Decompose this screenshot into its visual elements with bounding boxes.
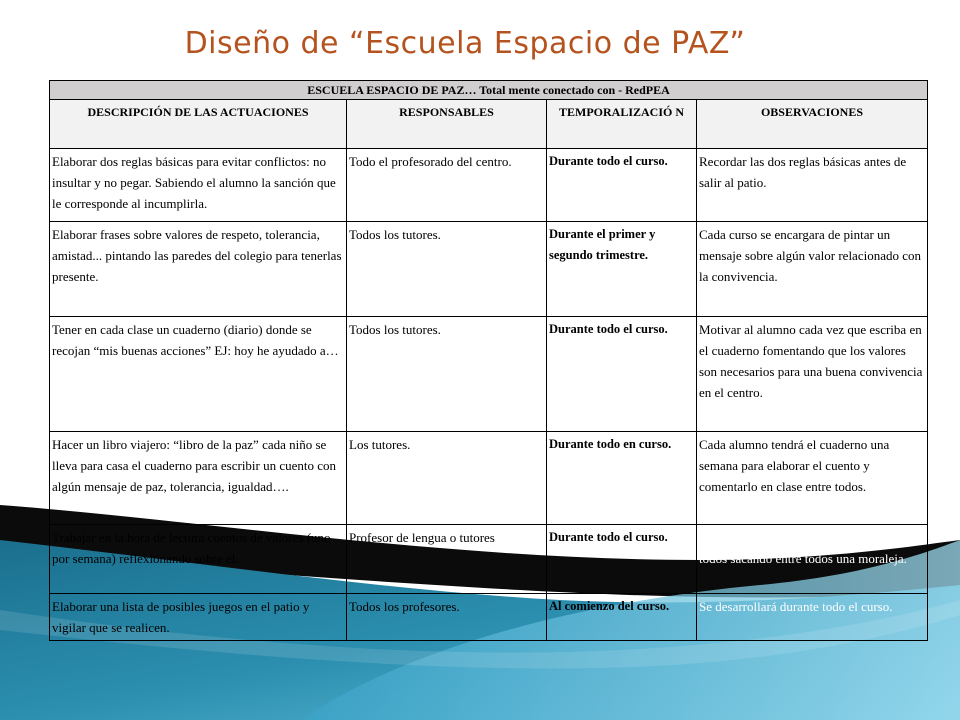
table-row bbox=[50, 222, 928, 317]
table-row bbox=[50, 594, 928, 641]
table-row bbox=[50, 525, 928, 594]
slide-title: Diseño de “Escuela Espacio de PAZ” bbox=[184, 26, 746, 61]
cell-observations: Motivar al alumno cada vez que escriba en el cuaderno fomentando que los valores son necesarios para una buena convivencia en el centro. bbox=[697, 317, 928, 432]
cell-observations: Recordar las dos reglas básicas antes de salir al patio. bbox=[697, 149, 928, 222]
actions-table bbox=[49, 80, 928, 641]
cell-responsible: Todos los tutores. bbox=[347, 222, 547, 317]
cell-observations: Se desarrollará durante todo el curso. bbox=[697, 594, 928, 641]
cell-timing: Al comienzo del curso. bbox=[547, 594, 697, 641]
cell-description: Tener en cada clase un cuaderno (diario) donde se recojan “mis buenas acciones” EJ: hoy he ayudado a… bbox=[50, 317, 347, 432]
cell-timing: Durante todo el curso. bbox=[547, 149, 697, 222]
cell-description: Hacer un libro viajero: “libro de la paz” cada niño se lleva para casa el cuaderno para escribir un cuento con algún mensaje de paz, tolerancia, igualdad…. bbox=[50, 432, 347, 525]
header-description: DESCRIPCIÓN DE LAS ACTUACIONES bbox=[50, 100, 347, 149]
header-observations: OBSERVACIONES bbox=[697, 100, 928, 149]
table-row bbox=[50, 317, 928, 432]
cell-description: Elaborar una lista de posibles juegos en el patio y vigilar que se realicen. bbox=[50, 594, 347, 641]
table-row bbox=[50, 432, 928, 525]
cell-responsible: Todo el profesorado del centro. bbox=[347, 149, 547, 222]
cell-responsible: Todos los tutores. bbox=[347, 317, 547, 432]
table-header-row bbox=[50, 100, 928, 149]
table-row bbox=[50, 149, 928, 222]
cell-timing: Durante todo el curso. bbox=[547, 525, 697, 594]
cell-description: Trabajar en la hora de lectura cuentos de valores (uno por semana) reflexionando sobre él. bbox=[50, 525, 347, 594]
cell-timing: Durante el primer y segundo trimestre. bbox=[547, 222, 697, 317]
cell-observations: Cada alumno tendrá el cuaderno una semana para elaborar el cuento y comentarlo en clase entre todos. bbox=[697, 432, 928, 525]
header-timing: TEMPORALIZACIÓ N bbox=[547, 100, 697, 149]
cell-responsible: Todos los profesores. bbox=[347, 594, 547, 641]
cell-timing: Durante todo el curso. bbox=[547, 317, 697, 432]
actions-table-container bbox=[49, 80, 927, 641]
cell-responsible: Profesor de lengua o tutores bbox=[347, 525, 547, 594]
cell-observations: Comentar semanalmente la lectura entre todos sacando entre todos una moraleja. bbox=[697, 525, 928, 594]
header-responsible: RESPONSABLES bbox=[347, 100, 547, 149]
table-banner-row bbox=[50, 81, 928, 100]
cell-timing: Durante todo en curso. bbox=[547, 432, 697, 525]
cell-description: Elaborar frases sobre valores de respeto, tolerancia, amistad... pintando las paredes del colegio para tenerlas presente. bbox=[50, 222, 347, 317]
table-banner: ESCUELA ESPACIO DE PAZ… Total mente conectado con - RedPEA bbox=[50, 81, 928, 100]
cell-description: Elaborar dos reglas básicas para evitar conflictos: no insultar y no pegar. Sabiendo el alumno la sanción que le corresponde al incumplirla. bbox=[50, 149, 347, 222]
cell-responsible: Los tutores. bbox=[347, 432, 547, 525]
cell-observations: Cada curso se encargara de pintar un mensaje sobre algún valor relacionado con la convivencia. bbox=[697, 222, 928, 317]
